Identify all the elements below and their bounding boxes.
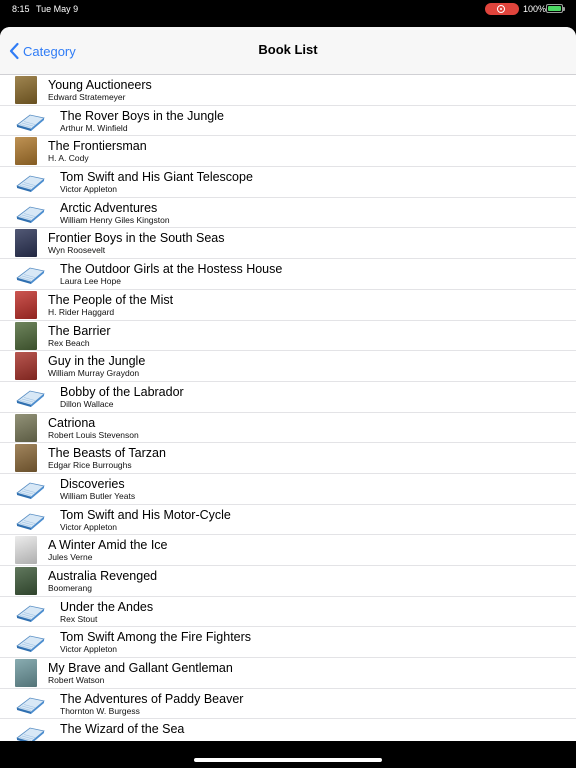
book-author: Arthur M. Winfield: [60, 122, 128, 133]
book-author: H. Rider Haggard: [48, 306, 115, 317]
list-item[interactable]: [0, 382, 576, 413]
book-list-sheet: [0, 27, 576, 741]
book-title: Arctic Adventures: [60, 200, 158, 215]
book-author: Victor Appleton: [60, 521, 118, 532]
book-title: Young Auctioneers: [48, 78, 152, 92]
book-author: Thornton W. Burgess: [60, 705, 140, 716]
book-title: The People of the Mist: [48, 292, 174, 307]
list-item[interactable]: [0, 228, 576, 259]
book-cover-thumbnail: [15, 444, 37, 472]
book-author: Edward Stratemeyer: [48, 92, 126, 102]
book-title: Bobby of the Labrador: [60, 384, 184, 399]
book-title: The Beasts of Tarzan: [48, 446, 166, 461]
book-icon: [14, 265, 46, 285]
book-author: H. A. Cody: [48, 153, 89, 164]
home-indicator[interactable]: [194, 758, 382, 762]
record-icon: [497, 5, 505, 13]
list-item[interactable]: [0, 689, 576, 720]
book-list[interactable]: [0, 75, 576, 741]
back-button-label: Category: [23, 43, 76, 59]
book-title: The Frontiersman: [48, 139, 147, 154]
book-author: Jules Verne: [48, 552, 93, 563]
book-author: Rex Stout: [60, 613, 98, 624]
book-icon: [14, 695, 46, 715]
battery-percentage: 100%: [523, 4, 547, 14]
battery-icon: [546, 4, 563, 13]
book-author: Robert Louis Stevenson: [48, 429, 139, 440]
list-item[interactable]: [0, 321, 576, 352]
book-author: Victor Appleton: [60, 184, 118, 195]
book-title: The Outdoor Girls at the Hostess House: [60, 262, 283, 277]
book-author: William Murray Graydon: [48, 368, 140, 379]
book-icon: [14, 633, 46, 653]
list-item[interactable]: [0, 198, 576, 229]
list-item[interactable]: [0, 535, 576, 566]
list-item[interactable]: [0, 627, 576, 658]
book-title: Under the Andes: [60, 599, 154, 614]
book-icon: [14, 204, 46, 224]
list-item[interactable]: [0, 566, 576, 597]
list-item[interactable]: [0, 413, 576, 444]
book-author: Laura Lee Hope: [60, 276, 121, 287]
list-item[interactable]: [0, 474, 576, 505]
list-item[interactable]: [0, 505, 576, 536]
book-cover-thumbnail: [15, 76, 37, 104]
book-title: Tom Swift Among the Fire Fighters: [60, 630, 252, 645]
book-cover-thumbnail: [15, 659, 37, 687]
book-author: Wyn Roosevelt: [48, 245, 106, 256]
book-title: Catriona: [48, 415, 96, 430]
book-author: Rex Beach: [48, 337, 90, 348]
book-author: Dillon Wallace: [60, 398, 114, 409]
page-title: Book List: [258, 42, 318, 57]
screen-recording-indicator[interactable]: [485, 3, 519, 15]
list-item[interactable]: [0, 290, 576, 321]
book-title: Tom Swift and His Motor-Cycle: [60, 507, 231, 522]
book-icon: [14, 388, 46, 408]
book-cover-thumbnail: [15, 414, 37, 442]
book-title: Tom Swift and His Giant Telescope: [60, 170, 253, 185]
list-item[interactable]: [0, 259, 576, 290]
book-title: The Barrier: [48, 323, 111, 338]
status-bar: [0, 0, 576, 20]
list-item[interactable]: [0, 719, 576, 741]
book-title: A Winter Amid the Ice: [48, 538, 168, 553]
book-title: The Adventures of Paddy Beaver: [60, 691, 244, 706]
list-item[interactable]: [0, 351, 576, 382]
book-title: Guy in the Jungle: [48, 354, 146, 369]
book-title: The Rover Boys in the Jungle: [60, 108, 224, 123]
book-cover-thumbnail: [15, 352, 37, 380]
book-title: My Brave and Gallant Gentleman: [48, 661, 233, 676]
book-cover-thumbnail: [15, 322, 37, 350]
list-item[interactable]: [0, 597, 576, 628]
book-cover-thumbnail: [15, 291, 37, 319]
book-icon: [14, 725, 46, 741]
book-cover-thumbnail: [15, 567, 37, 595]
book-author: Robert Watson: [48, 675, 105, 686]
book-author: William Henry Giles Kingston: [60, 214, 170, 225]
book-icon: [14, 480, 46, 500]
status-date: Tue May 9: [36, 4, 79, 14]
book-title: Australia Revenged: [48, 569, 158, 583]
book-cover-thumbnail: [15, 536, 37, 564]
book-icon: [14, 173, 46, 193]
list-item[interactable]: [0, 136, 576, 167]
book-author: Victor Appleton: [60, 644, 118, 655]
book-title: Discoveries: [60, 476, 125, 491]
list-item[interactable]: [0, 75, 576, 106]
list-item[interactable]: [0, 167, 576, 198]
book-icon: [14, 603, 46, 623]
book-author: William Butler Yeats: [60, 490, 136, 501]
book-title: Frontier Boys in the South Seas: [48, 231, 225, 246]
book-title: The Wizard of the Sea: [60, 722, 185, 737]
list-item[interactable]: [0, 106, 576, 137]
status-time: 8:15: [12, 4, 30, 14]
book-author: Boomerang: [48, 583, 92, 593]
navigation-bar: [0, 27, 576, 75]
list-item[interactable]: [0, 443, 576, 474]
list-item[interactable]: [0, 658, 576, 689]
book-icon: [14, 112, 46, 132]
book-icon: [14, 511, 46, 531]
book-author: Edgar Rice Burroughs: [48, 460, 132, 471]
book-cover-thumbnail: [15, 229, 37, 257]
book-cover-thumbnail: [15, 137, 37, 165]
